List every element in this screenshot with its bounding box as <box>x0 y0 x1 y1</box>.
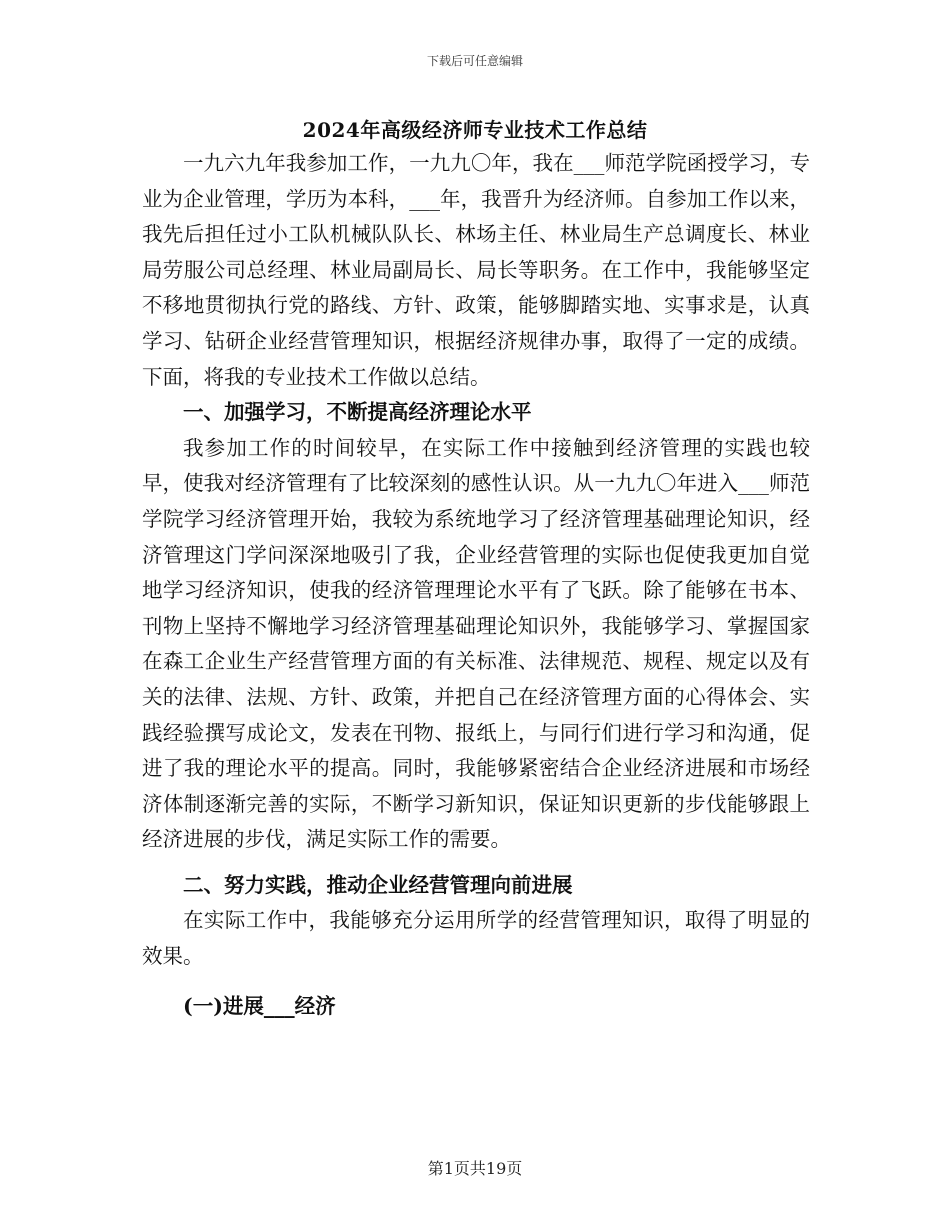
section-1-heading: 一、加强学习，不断提高经济理论水平 <box>183 400 532 425</box>
page-header-note: 下载后可任意编辑 <box>426 54 523 68</box>
document-title: 2024年高级经济师专业技术工作总结 <box>302 118 648 142</box>
intro-paragraph: 一九六九年我参加工作，一九九〇年，我在___师范学院函授学习，专业为企业管理，学历为本科，___年，我晋升为经济师。自参加工作以来，我先后担任过小工队机械队队长、林场主任、林业局生产总调度长、林业局劳服公司总经理、林业局副局长、局长等职务。在工作中，我能够坚定不移地贯彻执行党的路线、方针、政策，能够脚踏实地、实事求是，认真学习、钻研企业经营管理知识，根据经济规律办事，取得了一定的成绩。下面，将我的专业技术工作做以总结。 <box>142 151 810 389</box>
document-body <box>142 146 810 1024</box>
section-2-paragraph: 在实际工作中，我能够充分运用所学的经营管理知识，取得了明显的效果。 <box>142 908 810 969</box>
page-number-footer: 第1页共19页 <box>427 1159 523 1178</box>
subsection-1-heading: (一)进展___经济 <box>183 993 336 1018</box>
section-1-paragraph: 我参加工作的时间较早，在实际工作中接触到经济管理的实践也较早，使我对经济管理有了比较深刻的感性认识。从一九九〇年进入___师范学院学习经济管理开始，我较为系统地学习了经济管理基础理论知识，经济管理这门学问深深地吸引了我，企业经营管理的实际也促使我更加自觉地学习经济知识，使我的经济管理理论水平有了飞跃。除了能够在书本、刊物上坚持不懈地学习经济管理基础理论知识外，我能够学习、掌握国家在森工企业生产经营管理方面的有关标准、法律规范、规程、规定以及有关的法律、法规、方针、政策，并把自己在经济管理方面的心得体会、实践经验撰写成论文，发表在刊物、报纸上，与同行们进行学习和沟通，促进了我的理论水平的提高。同时，我能够紧密结合企业经济进展和市场经济体制逐渐完善的实际，不断学习新知识，保证知识更新的步伐能够跟上经济进展的步伐，满足实际工作的需要。 <box>142 435 810 852</box>
section-2-heading: 二、努力实践，推动企业经营管理向前进展 <box>183 872 573 897</box>
